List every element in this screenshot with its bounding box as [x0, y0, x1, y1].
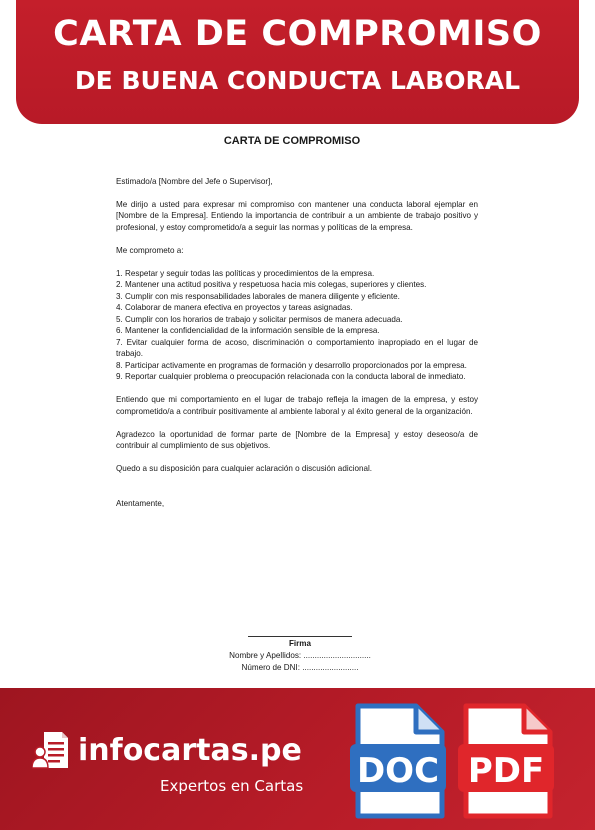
list-item: 6. Mantener la confidencialidad de la información sensible de la empresa. [116, 326, 380, 335]
pdf-label: PDF [467, 751, 545, 791]
header-title-line2: DE BUENA CONDUCTA LABORAL [74, 66, 521, 95]
doc-file-icon[interactable] [350, 702, 446, 820]
pdf-file-icon[interactable] [458, 702, 554, 820]
signature-block [200, 636, 400, 674]
letter-intro: Me dirijo a usted para expresar mi compromiso con mantener una conducta laboral ejemplar en [Nombre de la Empresa]. Entiendo la importancia de contribuir a un ambiente de trabajo positivo y profesional, y estoy comprometido/a a seguir las normas y políticas de la empresa. [116, 199, 478, 232]
brand-name: infocartas.pe [78, 732, 302, 768]
list-item: 2. Mantener una actitud positiva y respetuosa hacia mis colegas, superiores y clientes. [116, 280, 427, 289]
doc-label: DOC [356, 751, 440, 791]
letter-paragraph-2: Entiendo que mi comportamiento en el lugar de trabajo refleja la imagen de la empresa, y estoy comprometido/a a contribuir positivamente al ambiente laboral y al éxito general de la organización. [116, 395, 478, 416]
commitment-intro: Me comprometo a: [116, 245, 184, 255]
signature-dni-line: Número de DNI: ......................... [241, 663, 359, 672]
signature-name-line: Nombre y Apellidos: .............................. [229, 651, 371, 660]
list-item: 3. Cumplir con mis responsabilidades laborales de manera diligente y eficiente. [116, 291, 400, 301]
brand-tagline: Expertos en Cartas [160, 777, 304, 795]
signature-label: Firma [288, 639, 312, 648]
list-item: 8. Participar activamente en programas de formación y desarrollo proporcionados por la empresa. [116, 360, 467, 370]
letter-title: CARTA DE COMPROMISO [223, 135, 361, 147]
letter-greeting: Estimado/a [Nombre del Jefe o Supervisor], [116, 176, 273, 186]
letter-closing: Atentamente, [116, 498, 165, 508]
list-item: 4. Colaborar de manera efectiva en proyectos y tareas asignadas. [116, 303, 353, 312]
document-user-icon [32, 730, 70, 770]
signature-line [248, 636, 352, 637]
footer-banner [0, 688, 595, 830]
letter-paragraph-3: Agradezco la oportunidad de formar parte de [Nombre de la Empresa] y estoy deseoso/a de contribuir al cumplimiento de sus objetivos. [116, 429, 478, 450]
list-item: 9. Reportar cualquier problema o preocupación relacionada con la conducta laboral de inmediato. [116, 372, 466, 381]
list-item: 5. Cumplir con los horarios de trabajo y solicitar permisos de manera adecuada. [116, 314, 403, 324]
header-title-line1: CARTA DE COMPROMISO [53, 14, 542, 54]
letter-paragraph-4: Quedo a su disposición para cualquier aclaración o discusión adicional. [116, 464, 373, 473]
brand-logo[interactable] [32, 730, 302, 770]
list-item: 7. Evitar cualquier forma de acoso, discriminación o comportamiento inapropiado en el lugar de trabajo. [116, 337, 478, 358]
commitment-list [116, 268, 478, 383]
list-item: 1. Respetar y seguir todas las políticas y procedimientos de la empresa. [116, 268, 375, 278]
letter-body [116, 136, 478, 509]
header-banner [16, 0, 579, 124]
